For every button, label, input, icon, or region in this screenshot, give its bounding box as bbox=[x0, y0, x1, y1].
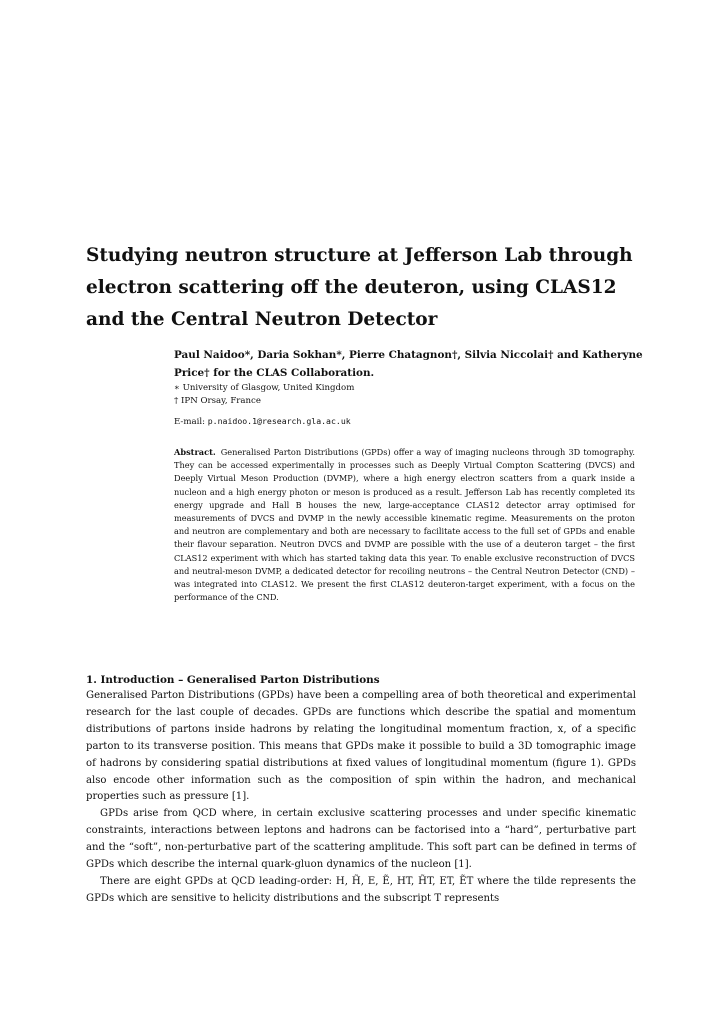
author-list: Paul Naidoo*, Daria Sokhan*, Pierre Chatagnon†, Silvia Niccolai† and Katheryne Price† for the CLAS Collaboration. bbox=[174, 349, 643, 379]
paragraph-1: Generalised Parton Distributions (GPDs) have been a compelling area of both theoretical and experimental research for the last couple of decades. GPDs are functions which describe the spatial and momentum distributions of partons inside hadrons by relating the longitudinal momentum fraction, x, of a specific parton to its transverse position. This means that GPDs make it possible to build a 3D tomographic image of hadrons by considering spatial distributions at fixed values of longitudinal momentum (figure 1). GPDs also encode other information such as the composition of spin within the hadron, and mechanical properties such as pressure [1]. bbox=[86, 690, 636, 803]
affiliation-glasgow: ∗ University of Glasgow, United Kingdom bbox=[174, 383, 355, 393]
abstract-label: Abstract. bbox=[174, 447, 216, 457]
email-label: E-mail: bbox=[174, 417, 206, 427]
email-line bbox=[174, 416, 351, 427]
section-heading: 1. Introduction – Generalised Parton Distributions bbox=[86, 674, 380, 686]
email-address: p.naidoo.1@research.gla.ac.uk bbox=[207, 416, 351, 426]
affiliation-orsay: † IPN Orsay, France bbox=[174, 396, 261, 406]
paragraph-3: There are eight GPDs at QCD leading-order: H, H̃, E, Ẽ, HT, H̃T, ET, ẼT where the tilde represents the GPDs which are sensitive to helicity distributions and the subscript T represents bbox=[86, 875, 636, 904]
paper-title: Studying neutron structure at Jefferson Lab through electron scattering off the deuteron, using CLAS12 and the Central Neutron Detector bbox=[86, 245, 633, 330]
paragraph-2: GPDs arise from QCD where, in certain exclusive scattering processes and under specific kinematic constraints, interactions between leptons and hadrons can be factorised into a “hard”, perturbative part and the “soft”, non-perturbative part of the scattering amplitude. This soft part can be defined in terms of GPDs which describe the internal quark-gluon dynamics of the nucleon [1]. bbox=[86, 808, 636, 871]
section-body bbox=[86, 688, 636, 908]
abstract-text: Generalised Parton Distributions (GPDs) offer a way of imaging nucleons through 3D tomography. They can be accessed experimentally in processes such as Deeply Virtual Compton Scattering (DVCS) and Deeply Virtual Meson Production (DVMP), where a high energy electron scatters from a quark inside a nucleon and a high energy photon or meson is produced as a result. Jefferson Lab has recently completed its energy upgrade and Hall B houses the new, large-acceptance CLAS12 detector array optimised for measurements of DVCS and DVMP in the newly accessible kinematic regime. Measurements on the proton and neutron are complementary and both are necessary to facilitate access to the full set of GPDs and enable their flavour separation. Neutron DVCS and DVMP are possible with the use of a deuteron target – the first CLAS12 experiment with which has started taking data this year. To enable exclusive reconstruction of DVCS and neutral-meson DVMP, a dedicated detector for recoiling neutrons – the Central Neutron Detector (CND) – was integrated into CLAS12. We present the first CLAS12 deuteron-target experiment, with a focus on the performance of the CND. bbox=[174, 447, 635, 603]
affiliations bbox=[174, 382, 644, 408]
abstract bbox=[174, 446, 635, 604]
